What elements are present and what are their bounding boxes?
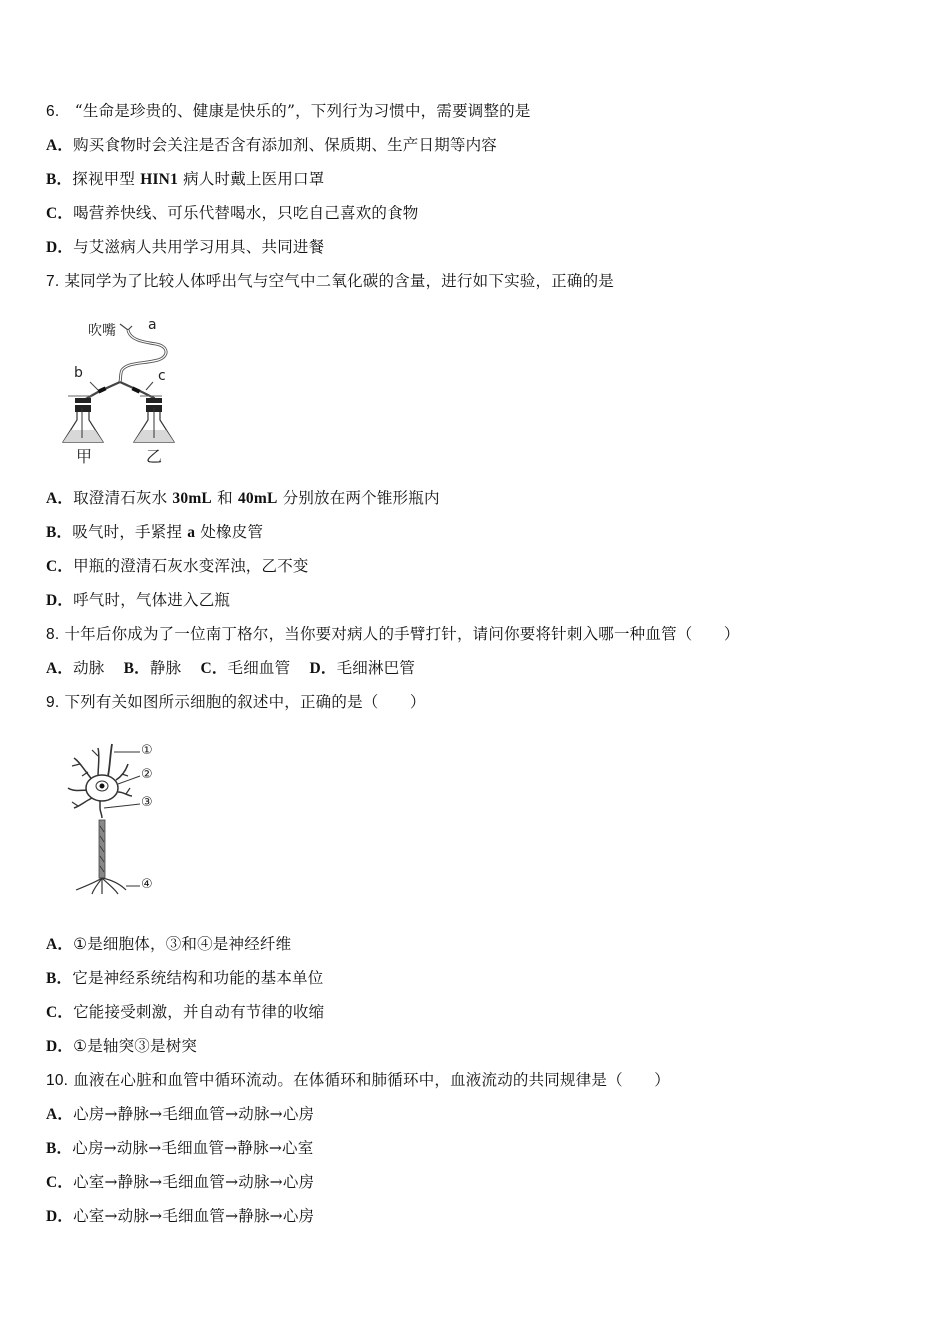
option-letter: B． — [46, 171, 73, 188]
question-8-options — [46, 658, 415, 679]
question-text: 下列有关如图所示细胞的叙述中，正确的是（ ） — [64, 693, 426, 711]
option-letter: D． — [46, 1208, 74, 1225]
question-6-stem — [46, 101, 531, 122]
option-text: 毛细淋巴管 — [336, 659, 416, 677]
neuron-diagram — [62, 740, 172, 900]
question-10-option-c — [46, 1172, 314, 1193]
option-text: 呼气时，气体进入乙瓶 — [73, 591, 231, 609]
question-10-option-b — [46, 1138, 313, 1159]
label-a: a — [148, 317, 157, 333]
question-7-option-c — [46, 556, 309, 577]
option-letter: C． — [46, 558, 74, 575]
option-text: 它能接受刺激，并自动有节律的收缩 — [73, 1003, 325, 1021]
option-letter: D． — [46, 1038, 74, 1055]
option-letter: D． — [46, 592, 74, 609]
question-7-option-d — [46, 590, 230, 611]
label-b: b — [74, 365, 83, 381]
option-text: 取澄清石灰水 — [73, 489, 173, 507]
question-text: “生命是珍贵的、健康是快乐的”，下列行为习惯中，需要调整的是 — [74, 102, 531, 120]
option-text-bold: a — [187, 524, 196, 541]
flask-yi-label: 乙 — [146, 447, 163, 466]
question-10-option-a — [46, 1104, 314, 1125]
mouthpiece-label: 吹嘴 — [88, 323, 116, 339]
option-text: 它是神经系统结构和功能的基本单位 — [72, 969, 324, 987]
option-text: 毛细血管 — [227, 659, 291, 677]
option-text: ①是细胞体，③和④是神经纤维 — [73, 935, 292, 953]
label-3: ③ — [141, 795, 153, 810]
option-letter: A． — [46, 137, 74, 154]
option-letter: D． — [309, 660, 337, 677]
question-text: 血液在心脏和血管中循环流动。在体循环和肺循环中，血液流动的共同规律是（ ） — [73, 1071, 670, 1089]
question-9-stem — [46, 692, 426, 713]
flask-apparatus-figure — [58, 312, 198, 467]
question-number: 10. — [46, 1072, 69, 1089]
question-9-option-a — [46, 934, 291, 955]
question-8-option-c — [200, 659, 290, 677]
option-letter: A． — [46, 660, 74, 677]
option-text: 和 — [211, 489, 238, 507]
question-number: 9. — [46, 694, 60, 711]
question-10-option-d — [46, 1206, 314, 1227]
question-text: 十年后你成为了一位南丁格尔，当你要对病人的手臂打针，请问你要将针刺入哪一种血管（ ） — [64, 625, 740, 643]
option-text: 动脉 — [73, 659, 105, 677]
question-9-option-d — [46, 1036, 197, 1057]
option-text: ①是轴突③是树突 — [73, 1037, 198, 1055]
question-7-stem — [46, 271, 614, 292]
option-letter: C． — [46, 205, 74, 222]
option-text: 静脉 — [149, 659, 182, 677]
option-letter: A． — [46, 490, 74, 507]
option-text: 与艾滋病人共用学习用具、共同进餐 — [73, 238, 325, 256]
question-6-option-c — [46, 203, 419, 224]
option-text: 心室→动脉→毛细血管→静脉→心房 — [73, 1207, 315, 1225]
question-number: 7. — [46, 273, 60, 290]
label-2: ② — [141, 767, 153, 782]
option-text: 分别放在两个锥形瓶内 — [277, 489, 440, 507]
option-text: 甲瓶的澄清石灰水变浑浊，乙不变 — [73, 557, 309, 575]
option-text: 吸气时，手紧捏 — [72, 523, 188, 541]
question-9-option-b — [46, 968, 323, 989]
question-9-option-c — [46, 1002, 324, 1023]
option-letter: C． — [46, 1004, 74, 1021]
option-letter: D． — [46, 239, 74, 256]
question-8-option-b — [124, 659, 182, 677]
question-7-option-a — [46, 488, 440, 509]
question-8-stem — [46, 624, 740, 645]
option-text-bold: HIN1 — [140, 171, 179, 188]
option-text: 心房→动脉→毛细血管→静脉→心室 — [72, 1139, 314, 1157]
label-1: ① — [141, 743, 153, 758]
option-letter: C． — [200, 660, 228, 677]
flask-jia-label: 甲 — [76, 447, 93, 466]
option-text: 处橡皮管 — [195, 523, 264, 541]
question-8-option-d — [309, 659, 415, 677]
option-text: 病人时戴上医用口罩 — [178, 170, 325, 188]
neuron-figure — [62, 740, 172, 900]
question-number: 8. — [46, 626, 60, 643]
label-4: ④ — [141, 877, 153, 892]
option-letter: A． — [46, 1106, 74, 1123]
option-letter: A． — [46, 936, 74, 953]
option-text: 购买食物时会关注是否含有添加剂、保质期、生产日期等内容 — [73, 136, 497, 154]
option-letter: B． — [123, 660, 150, 677]
question-6-option-a — [46, 135, 497, 156]
question-8-option-a — [46, 659, 105, 677]
question-number: 6. — [46, 103, 60, 120]
option-letter: B． — [46, 524, 73, 541]
option-text: 心室→静脉→毛细血管→动脉→心房 — [73, 1173, 315, 1191]
label-c: c — [158, 368, 166, 384]
question-6-option-b — [46, 169, 324, 190]
option-text-bold: 30mL — [172, 490, 212, 507]
option-letter: C． — [46, 1174, 74, 1191]
option-text-bold: 40mL — [237, 490, 278, 507]
question-text: 某同学为了比较人体呼出气与空气中二氧化碳的含量，进行如下实验，正确的是 — [64, 272, 614, 290]
option-letter: B． — [46, 970, 73, 987]
option-text: 喝营养快线、可乐代替喝水，只吃自己喜欢的食物 — [73, 204, 419, 222]
option-letter: B． — [46, 1140, 73, 1157]
question-10-stem — [46, 1070, 670, 1091]
question-6-option-d — [46, 237, 324, 258]
question-7-option-b — [46, 522, 263, 543]
option-text: 探视甲型 — [72, 170, 141, 188]
option-text: 心房→静脉→毛细血管→动脉→心房 — [73, 1105, 315, 1123]
